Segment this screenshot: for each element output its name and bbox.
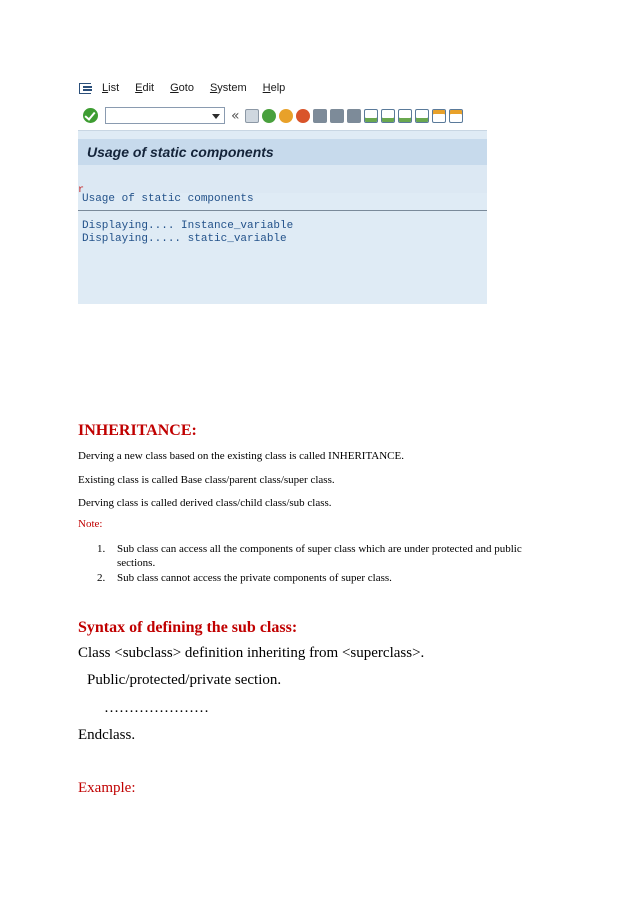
syntax-section: Public/protected/private section. — [87, 672, 282, 688]
menu-edit[interactable] — [135, 82, 154, 94]
list-line: Displaying..... static_variable — [82, 233, 287, 245]
previous-page-icon[interactable] — [381, 109, 395, 123]
menu-system[interactable] — [210, 82, 247, 94]
sap-menu-bar — [78, 75, 487, 101]
application-toolbar — [78, 165, 487, 193]
list-divider — [78, 210, 487, 211]
menu-edit-label: dit — [142, 82, 155, 94]
sap-title-bar — [78, 139, 487, 165]
menu-help[interactable] — [263, 82, 286, 94]
print-icon[interactable] — [313, 109, 327, 123]
syntax-endclass: Endclass. — [78, 727, 136, 743]
save-icon[interactable] — [245, 109, 259, 123]
menu-goto-label: oto — [178, 82, 194, 94]
last-page-icon[interactable] — [415, 109, 429, 123]
menu-list-label: ist — [108, 82, 120, 94]
menu-system-mnemonic: S — [209, 82, 218, 94]
find-next-icon[interactable] — [347, 109, 361, 123]
syntax-ellipsis: ………………… — [104, 700, 209, 716]
menu-edit-mnemonic: E — [135, 82, 143, 94]
note-label: Note: — [78, 518, 103, 530]
paragraph-derived-class: Derving class is called derived class/child class/sub class. — [78, 497, 332, 509]
list-item-text: Sub class can access all the components of super class which are under protected and public — [117, 543, 522, 555]
menu-help-mnemonic: H — [262, 82, 271, 94]
cancel-icon[interactable] — [296, 109, 310, 123]
command-field[interactable] — [105, 107, 225, 124]
paragraph-base-class: Existing class is called Base class/parent class/super class. — [78, 474, 335, 486]
screen-title: Usage of static components — [87, 144, 274, 160]
menu-list-mnemonic: L — [102, 82, 109, 94]
paragraph-definition: Derving a new class based on the existing class is called INHERITANCE. — [78, 450, 404, 462]
next-page-icon[interactable] — [398, 109, 412, 123]
menu-goto[interactable] — [170, 82, 194, 94]
menu-goto-mnemonic: G — [170, 82, 179, 94]
list-item-number: 1. — [97, 543, 106, 555]
shortcut-icon[interactable] — [449, 109, 463, 123]
back-icon[interactable] — [262, 109, 276, 123]
menu-list[interactable] — [102, 82, 119, 94]
cursor-marker: r — [78, 185, 85, 196]
list-header: Usage of static components — [82, 193, 254, 205]
example-heading: Example: — [78, 780, 136, 796]
enter-check-icon[interactable] — [83, 108, 98, 123]
exit-icon[interactable] — [279, 109, 293, 123]
menu-system-label: ystem — [217, 82, 247, 94]
collapse-chevron-icon[interactable]: « — [231, 107, 240, 124]
list-output — [78, 185, 487, 303]
syntax-class-definition: Class <subclass> definition inheriting from <superclass>. — [78, 645, 425, 661]
syntax-heading: Syntax of defining the sub class: — [78, 619, 298, 636]
new-session-icon[interactable] — [432, 109, 446, 123]
list-item-text: Sub class cannot access the private components of super class. — [117, 572, 392, 584]
find-icon[interactable] — [330, 109, 344, 123]
list-item-text-continued: sections. — [117, 557, 156, 569]
menu-help-label: elp — [270, 82, 286, 94]
list-item-number: 2. — [97, 572, 106, 584]
inheritance-heading: INHERITANCE: — [78, 422, 197, 439]
first-page-icon[interactable] — [364, 109, 378, 123]
sap-screenshot — [78, 75, 487, 304]
sap-standard-toolbar — [78, 101, 487, 131]
list-line: Displaying.... Instance_variable — [82, 220, 294, 232]
menu-icon[interactable] — [79, 82, 92, 94]
